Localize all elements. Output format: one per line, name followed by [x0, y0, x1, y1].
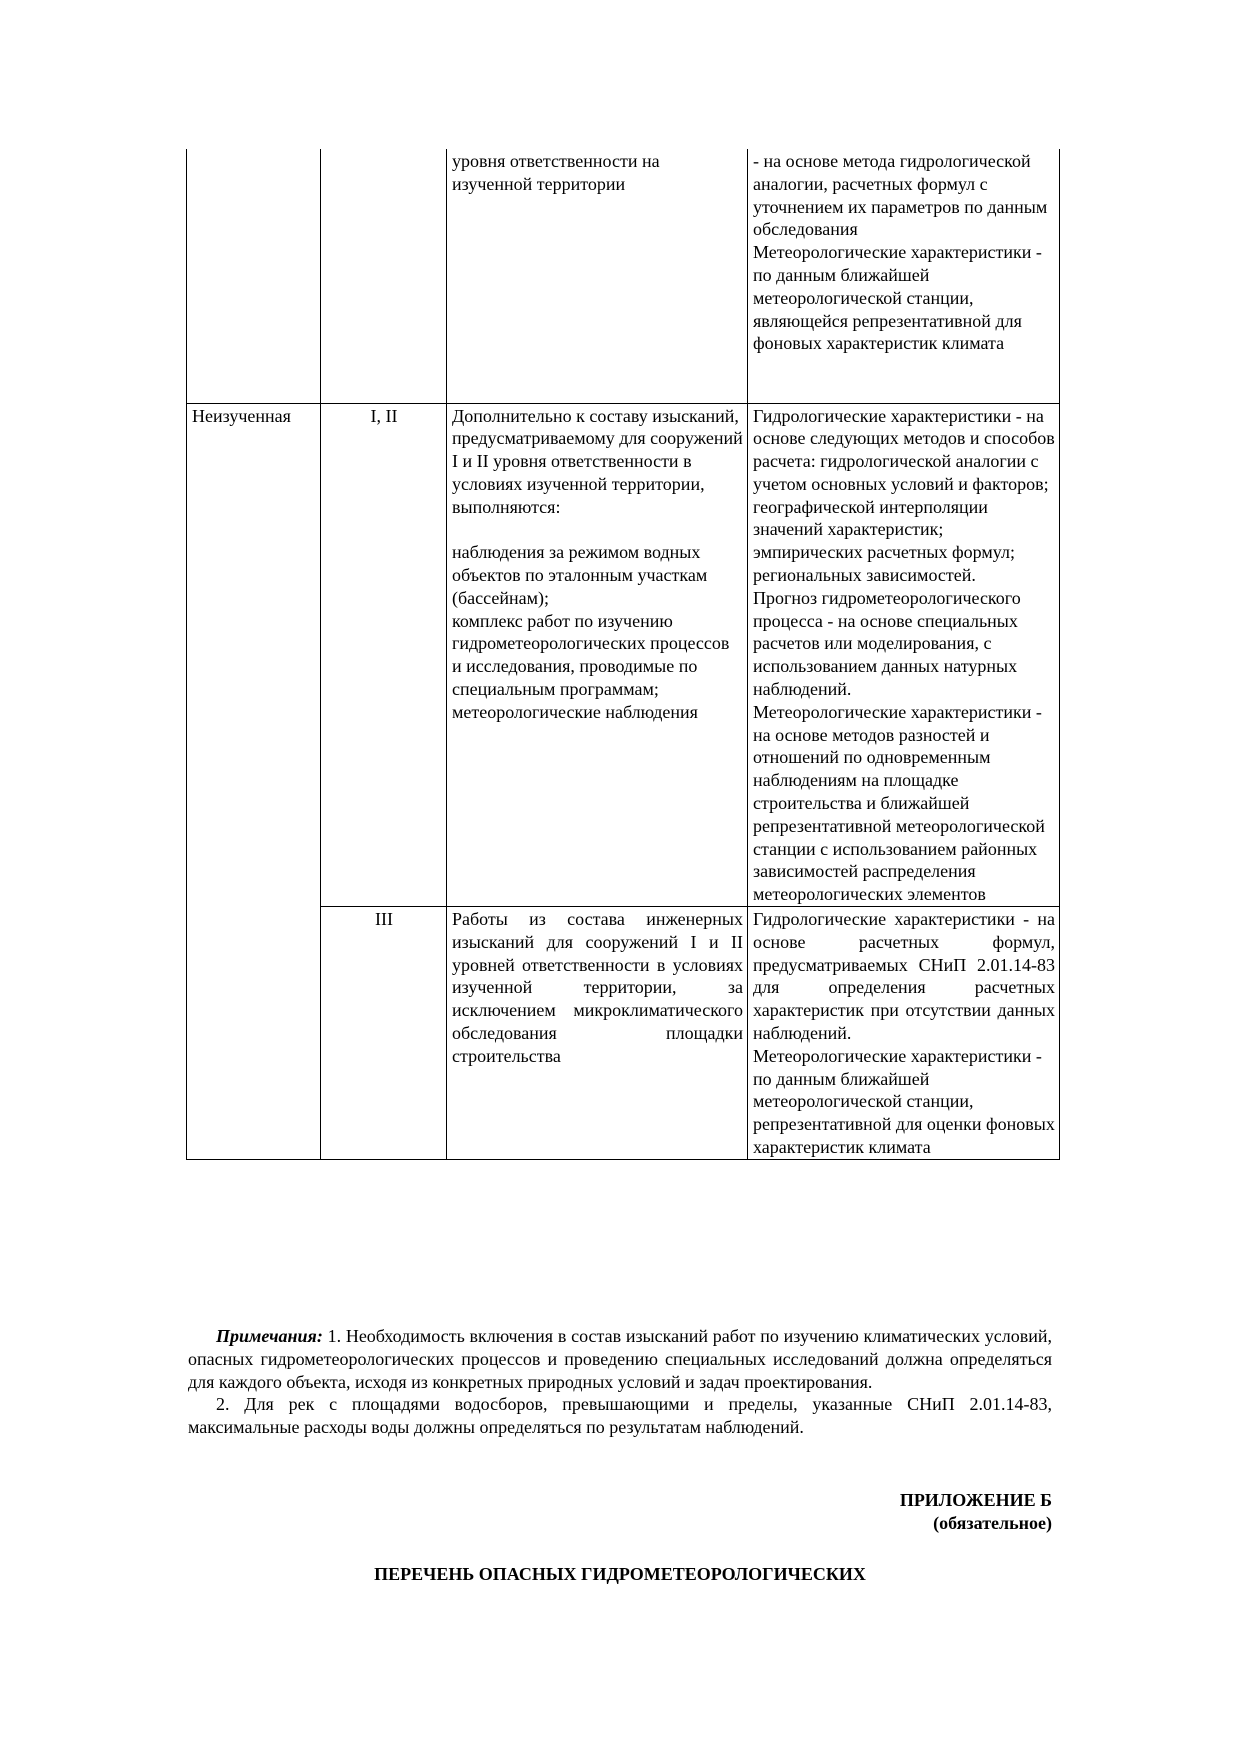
note-text: 1. Необходимость включения в состав изысканий работ по изучению климатических условий, опасных гидрометеорологических процессов и проведению специальных исследований должна определяться для каждого объекта, исходя из конкретных природных условий и задач проектирования. [188, 1326, 1052, 1392]
appendix-heading: ПЕРЕЧЕНЬ ОПАСНЫХ ГИДРОМЕТЕОРОЛОГИЧЕСКИХ [374, 1564, 866, 1584]
methods-cell [748, 403, 1060, 907]
notes-label: Примечания: [216, 1326, 323, 1346]
territory-cell [187, 149, 321, 403]
level-cell: III [321, 907, 447, 1160]
methods-cell [748, 149, 1060, 403]
level-cell [321, 149, 447, 403]
level-cell: I, II [321, 403, 447, 907]
methods-text: Метеорологические характеристики - на основе методов разностей и отношений по одновременным наблюдениям на площадке строительства и ближайшей репрезентативной метеорологической станции с использованием районных зависимостей распределения метеорологических элементов [753, 701, 1045, 905]
table-row [187, 403, 1060, 907]
works-intro: Дополнительно к составу изысканий, предусматриваемому для сооружений I и II уровня ответственности в условиях изученной территории, выполняются: [452, 405, 743, 517]
requirements-table [186, 149, 1060, 1160]
works-list-item: комплекс работ по изучению гидрометеорологических процессов и исследования, проводимые по специальным программам; [452, 610, 730, 700]
methods-text: Гидрологические характеристики - на основе расчетных формул, предусматриваемых СНиП 2.01.14-83 для определения расчетных характеристик при отсутствии данных наблюдений. [753, 909, 1055, 1044]
methods-text: Прогноз гидрометеорологического процесса - на основе специальных расчетов или моделирования, с использованием данных натурных наблюдений. [753, 587, 1021, 700]
works-list-item: наблюдения за режимом водных объектов по эталонным участкам (бассейнам); [452, 542, 708, 608]
works-text: Работы из состава инженерных изысканий для сооружений I и II уровней ответственности в условиях изученной территории, за исключением микроклиматического обследования площадки строительства [452, 909, 743, 1066]
methods-text: Метеорологические характеристики - по данным ближайшей метеорологической станции, репрезентативной для оценки фоновых характеристик климата [753, 1045, 1055, 1157]
territory-cell [187, 907, 321, 1160]
works-list-item: метеорологические наблюдения [452, 701, 698, 722]
note-paragraph: 2. Для рек с площадями водосборов, превышающими и пределы, указанные СНиП 2.01.14-83, максимальные расходы воды должны определяться по результатам наблюдений. [188, 1394, 1052, 1438]
works-cell [447, 403, 748, 907]
table-row [187, 149, 1060, 403]
methods-text: Метеорологические характеристики - по данным ближайшей метеорологической станции, являющейся репрезентативной для фоновых характеристик климата [753, 242, 1042, 354]
methods-text: - на основе метода гидрологической аналогии, расчетных формул с уточнением их параметров по данным обследования [753, 151, 1048, 240]
appendix-subtitle: (обязательное) [933, 1513, 1052, 1533]
note-paragraph [188, 1325, 1052, 1393]
methods-cell [748, 907, 1060, 1160]
works-cell [447, 149, 748, 403]
territory-cell: Неизученная [187, 403, 321, 907]
notes-section [188, 1325, 1052, 1439]
paragraph-gap [452, 518, 743, 541]
appendix-title-block [900, 1489, 1052, 1535]
appendix-title: ПРИЛОЖЕНИЕ Б [899, 1490, 1052, 1510]
works-text: уровня ответственности на изученной территории [452, 151, 660, 194]
works-cell [447, 907, 748, 1160]
table-row [187, 907, 1060, 1160]
methods-text: Гидрологические характеристики - на основе следующих методов и способов расчета: гидрологической аналогии с учетом основных условий и факторов; географической интерполяции значений характеристик; эмпирических расчетных формул; региональных зависимостей. [753, 405, 1055, 586]
